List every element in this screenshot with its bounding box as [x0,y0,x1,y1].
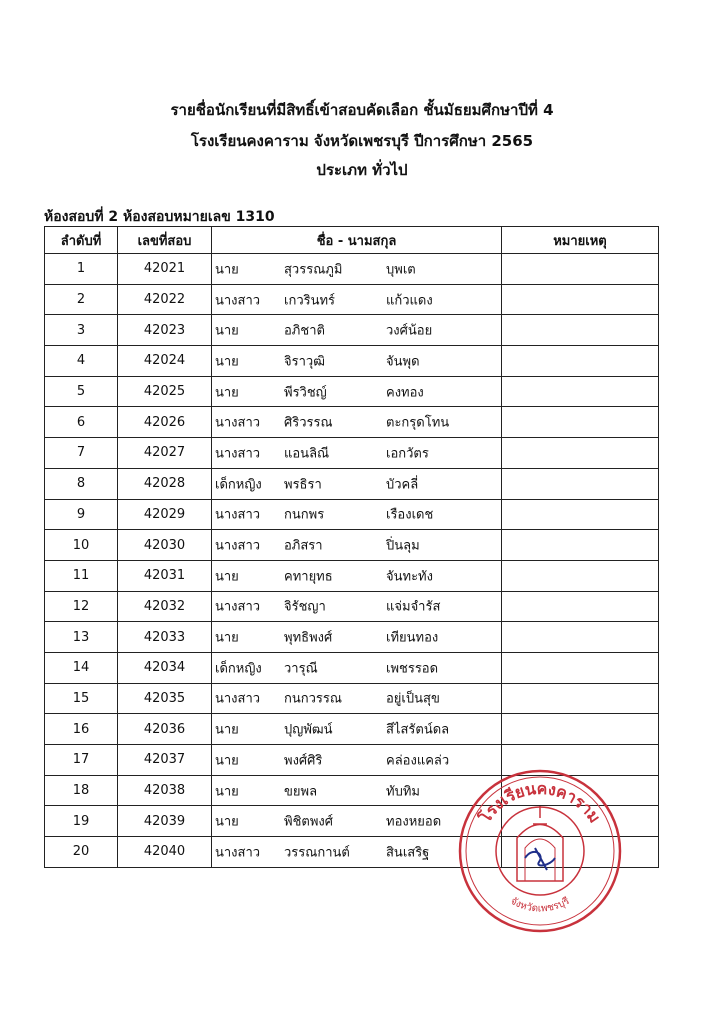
student-name-cell [212,407,502,438]
col-header-note: หมายเหตุ [502,227,659,254]
name-prefix: นางสาว [215,845,261,861]
name-prefix: นาย [215,385,239,401]
first-name: จิราวุฒิ [284,354,325,370]
exam-id: 42039 [118,806,212,837]
student-name-cell [212,714,502,745]
note-cell [502,438,659,469]
student-name-cell [212,591,502,622]
last-name: จันพุด [386,354,420,370]
student-name-cell [212,560,502,591]
note-cell [502,468,659,499]
title-line-1: รายชื่อนักเรียนที่มีสิทธิ์เข้าสอบคัดเลือก ชั้นมัธยมศึกษาปีที่ 4 [170,101,554,119]
exam-id: 42027 [118,438,212,469]
name-prefix: นาย [215,722,239,738]
table-row [45,438,659,469]
row-number: 8 [45,468,118,499]
first-name: อภิสรา [284,538,323,554]
table-row [45,683,659,714]
first-name: กนกวรรณ [284,691,342,707]
table-row [45,254,659,285]
row-number: 15 [45,683,118,714]
first-name: พีรวิชญ์ [284,385,327,401]
row-number: 3 [45,315,118,346]
exam-id: 42036 [118,714,212,745]
row-number: 2 [45,284,118,315]
first-name: พุทธิพงศ์ [284,630,333,646]
last-name: แก้วแดง [386,293,433,309]
last-name: คล่องแคล่ว [386,753,450,769]
last-name: เทียนทอง [386,630,439,646]
note-cell [502,652,659,683]
exam-id: 42031 [118,560,212,591]
name-prefix: นาย [215,354,239,370]
first-name: ขยพล [284,784,318,800]
row-number: 16 [45,714,118,745]
exam-id: 42022 [118,284,212,315]
student-name-cell [212,468,502,499]
table-row [45,407,659,438]
name-prefix: นาย [215,569,239,585]
row-number: 4 [45,346,118,377]
last-name: เพชรรอด [386,661,439,677]
row-number: 10 [45,530,118,561]
exam-id: 42030 [118,530,212,561]
last-name: เอกวัตร [386,446,429,462]
note-cell [502,591,659,622]
row-number: 20 [45,837,118,868]
first-name: ปุญพัฒน์ [284,722,333,738]
table-row [45,652,659,683]
last-name: จันทะทัง [386,569,433,585]
title-line-3: ประเภท ทั่วไป [316,161,408,179]
name-prefix: นางสาว [215,415,261,431]
name-prefix: นางสาว [215,507,261,523]
student-name-cell [212,652,502,683]
row-number: 14 [45,652,118,683]
row-number: 7 [45,438,118,469]
last-name: บุพเต [386,262,416,278]
row-number: 13 [45,622,118,653]
col-header-name: ชื่อ - นามสกุล [212,227,502,254]
note-cell [502,499,659,530]
first-name: วรรณกานต์ [284,845,350,861]
last-name: ทองหยอด [386,814,442,830]
note-cell [502,254,659,285]
school-seal-stamp [455,766,625,936]
student-name-cell [212,254,502,285]
student-name-cell [212,438,502,469]
student-name-cell [212,499,502,530]
row-number: 11 [45,560,118,591]
table-row [45,468,659,499]
row-number: 18 [45,775,118,806]
name-prefix: นาย [215,784,239,800]
last-name: แจ่มจำรัส [386,599,441,615]
row-number: 5 [45,376,118,407]
note-cell [502,714,659,745]
row-number: 17 [45,745,118,776]
table-row [45,530,659,561]
name-prefix: นางสาว [215,446,261,462]
row-number: 19 [45,806,118,837]
student-name-cell [212,376,502,407]
table-row [45,315,659,346]
col-header-id: เลขที่สอบ [118,227,212,254]
student-name-cell [212,315,502,346]
table-row [45,284,659,315]
exam-id: 42037 [118,745,212,776]
table-header-row [45,227,659,254]
student-name-cell [212,346,502,377]
title-line-2: โรงเรียนคงคาราม จังหวัดเพชรบุรี ปีการศึกษา 2565 [190,132,534,150]
first-name: พรธิรา [284,477,322,493]
note-cell [502,346,659,377]
first-name: วารุณี [284,661,318,677]
table-row [45,376,659,407]
first-name: แอนลิณี [284,446,330,462]
last-name: วงศ์น้อย [386,323,433,339]
note-cell [502,530,659,561]
exam-id: 42028 [118,468,212,499]
exam-id: 42035 [118,683,212,714]
exam-id: 42021 [118,254,212,285]
exam-id: 42025 [118,376,212,407]
note-cell [502,376,659,407]
last-name: ทับทิม [386,784,420,800]
last-name: คงทอง [386,385,424,401]
first-name: จิรัชญา [284,599,326,615]
name-prefix: นาย [215,262,239,278]
last-name: บัวคลี่ [386,477,419,493]
exam-id: 42024 [118,346,212,377]
name-prefix: เด็กหญิง [215,477,262,493]
first-name: กนกพร [284,507,325,523]
name-prefix: เด็กหญิง [215,661,262,677]
row-number: 1 [45,254,118,285]
exam-id: 42029 [118,499,212,530]
student-name-cell [212,530,502,561]
row-number: 6 [45,407,118,438]
note-cell [502,683,659,714]
table-row [45,560,659,591]
svg-text:จังหวัดเพชรบุรี: จังหวัดเพชรบุรี [508,895,572,915]
student-name-cell [212,683,502,714]
first-name: เกวรินทร์ [284,293,336,309]
first-name: สุวรรณภูมิ [284,262,343,278]
table-row [45,714,659,745]
exam-id: 42040 [118,837,212,868]
last-name: อยู่เป็นสุข [386,691,440,707]
name-prefix: นางสาว [215,691,261,707]
name-prefix: นาย [215,814,239,830]
last-name: เรืองเดช [386,507,434,523]
table-row [45,591,659,622]
first-name: ศิริวรรณ [284,415,333,431]
first-name: คทายุทธ [284,569,333,585]
exam-id: 42026 [118,407,212,438]
row-number: 12 [45,591,118,622]
student-name-cell [212,284,502,315]
name-prefix: นางสาว [215,538,261,554]
name-prefix: นาย [215,753,239,769]
name-prefix: นางสาว [215,293,261,309]
last-name: ปิ่นลุม [386,538,420,554]
last-name: สินเสริฐ [386,845,430,861]
student-name-cell [212,622,502,653]
exam-id: 42032 [118,591,212,622]
first-name: อภิชาติ [284,323,325,339]
exam-id: 42033 [118,622,212,653]
name-prefix: นางสาว [215,599,261,615]
note-cell [502,407,659,438]
note-cell [502,284,659,315]
table-row [45,622,659,653]
row-number: 9 [45,499,118,530]
table-row [45,346,659,377]
first-name: พงศ์ศิริ [284,753,323,769]
exam-id: 42034 [118,652,212,683]
last-name: สีไสรัตน์ดล [386,722,450,738]
first-name: พิชิตพงศ์ [284,814,334,830]
svg-text:โรงเรียนคงคาราม: โรงเรียนคงคาราม [475,778,605,827]
note-cell [502,622,659,653]
name-prefix: นาย [215,630,239,646]
exam-room-label: ห้องสอบที่ 2 ห้องสอบหมายเลข 1310 [44,209,275,225]
col-header-no: ลำดับที่ [45,227,118,254]
exam-id: 42038 [118,775,212,806]
note-cell [502,560,659,591]
exam-id: 42023 [118,315,212,346]
last-name: ตะกรุดโทน [386,415,450,431]
name-prefix: นาย [215,323,239,339]
note-cell [502,315,659,346]
table-row [45,499,659,530]
